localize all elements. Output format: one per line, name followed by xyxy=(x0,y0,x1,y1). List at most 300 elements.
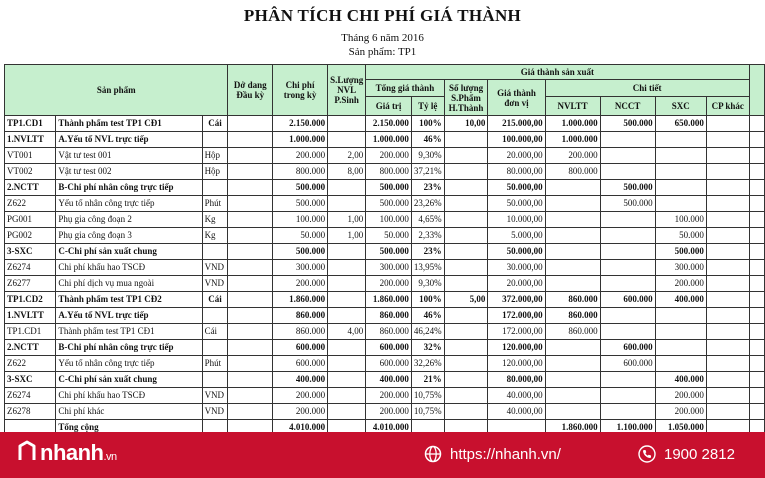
table-row xyxy=(5,404,765,420)
cell-gia-tri: 600.000 xyxy=(366,356,412,372)
brand-suffix: .vn xyxy=(103,451,117,463)
cell-cut-off xyxy=(749,340,764,356)
cell-code: PG002 xyxy=(5,228,56,244)
cell-ty-le: 32% xyxy=(411,340,444,356)
header-gia-thanh-sx: Giá thành sản xuất xyxy=(366,65,749,80)
cell-gia-tri: 2.150.000 xyxy=(366,116,412,132)
cell-unit xyxy=(202,244,228,260)
cell-nvltt: 1.000.000 xyxy=(545,116,600,132)
cell-code: 2.NCTT xyxy=(5,340,56,356)
cell-so-luong xyxy=(444,148,488,164)
report-title: PHÂN TÍCH CHI PHÍ GIÁ THÀNH xyxy=(243,6,522,25)
cell-code: Z6274 xyxy=(5,388,56,404)
cell-do-dang xyxy=(228,228,273,244)
cell-do-dang xyxy=(228,404,273,420)
cell-do-dang xyxy=(228,308,273,324)
cell-chi-phi: 50.000 xyxy=(273,228,328,244)
cell-do-dang xyxy=(228,244,273,260)
cell-don-vi: 20.000,00 xyxy=(488,148,545,164)
cell-ty-le: 10,75% xyxy=(411,404,444,420)
cell-cp-khac xyxy=(706,404,749,420)
cell-code: 3-SXC xyxy=(5,244,56,260)
cell-ncct: 500.000 xyxy=(600,116,655,132)
table-row xyxy=(5,164,765,180)
cell-sxc xyxy=(655,148,706,164)
table-row xyxy=(5,324,765,340)
cell-gia-tri: 200.000 xyxy=(366,148,412,164)
cell-don-vi: 372.000,00 xyxy=(488,292,545,308)
cell-nvltt xyxy=(545,244,600,260)
cell-sxc xyxy=(655,164,706,180)
cell-gia-tri: 500.000 xyxy=(366,180,412,196)
header-nvltt: NVLTT xyxy=(545,97,600,116)
cell-chi-phi: 100.000 xyxy=(273,212,328,228)
cell-nvltt: 800.000 xyxy=(545,164,600,180)
header-gia-tri: Giá trị xyxy=(366,97,412,116)
cell-so-luong xyxy=(444,196,488,212)
cell-cp-khac xyxy=(706,276,749,292)
cell-unit xyxy=(202,180,228,196)
cell-nvltt xyxy=(545,356,600,372)
cell-name: A.Yếu tố NVL trực tiếp xyxy=(56,132,202,148)
cell-chi-phi: 860.000 xyxy=(273,324,328,340)
cell-sl-nvl: 2,00 xyxy=(328,148,366,164)
cell-unit: VND xyxy=(202,388,228,404)
cell-sl-nvl xyxy=(328,196,366,212)
cell-chi-phi: 600.000 xyxy=(273,356,328,372)
cell-sxc: 650.000 xyxy=(655,116,706,132)
cell-ty-le: 100% xyxy=(411,116,444,132)
cell-cut-off xyxy=(749,164,764,180)
cell-cp-khac xyxy=(706,132,749,148)
cell-cp-khac xyxy=(706,180,749,196)
header-chi-phi: Chi phí trong kỳ xyxy=(273,65,328,116)
cell-name: C-Chi phí sản xuất chung xyxy=(56,372,202,388)
brand-logo[interactable] xyxy=(18,440,117,468)
cell-ncct xyxy=(600,276,655,292)
cell-nvltt: 200.000 xyxy=(545,148,600,164)
cell-don-vi: 215.000,00 xyxy=(488,116,545,132)
cell-do-dang xyxy=(228,148,273,164)
cell-chi-phi: 500.000 xyxy=(273,196,328,212)
cost-analysis-table xyxy=(4,64,765,436)
cell-do-dang xyxy=(228,164,273,180)
cell-don-vi: 40.000,00 xyxy=(488,404,545,420)
cell-name: Thành phẩm test TP1 CĐ1 xyxy=(56,324,202,340)
cell-chi-phi: 200.000 xyxy=(273,148,328,164)
cell-do-dang xyxy=(228,356,273,372)
cell-don-vi: 80.000,00 xyxy=(488,372,545,388)
cell-name: Thành phẩm test TP1 CĐ1 xyxy=(56,116,202,132)
website-link[interactable] xyxy=(424,445,561,463)
cell-ncct xyxy=(600,388,655,404)
cell-so-luong xyxy=(444,324,488,340)
cell-cut-off xyxy=(749,404,764,420)
cell-ncct xyxy=(600,212,655,228)
cell-don-vi: 20.000,00 xyxy=(488,276,545,292)
phone-link[interactable] xyxy=(638,445,735,463)
cell-code: 1.NVLTT xyxy=(5,132,56,148)
cell-code: TP1.CD2 xyxy=(5,292,56,308)
cell-ty-le: 13,95% xyxy=(411,260,444,276)
cell-sl-nvl xyxy=(328,340,366,356)
table-row xyxy=(5,180,765,196)
cell-cut-off xyxy=(749,388,764,404)
cell-chi-phi: 2.150.000 xyxy=(273,116,328,132)
header-cut-off xyxy=(749,65,764,116)
cell-sxc xyxy=(655,324,706,340)
cell-do-dang xyxy=(228,388,273,404)
globe-icon xyxy=(424,445,442,463)
cell-sl-nvl xyxy=(328,308,366,324)
cell-cp-khac xyxy=(706,244,749,260)
cell-name: A.Yếu tố NVL trực tiếp xyxy=(56,308,202,324)
cell-gia-tri: 1.000.000 xyxy=(366,132,412,148)
cell-cp-khac xyxy=(706,196,749,212)
cell-nvltt xyxy=(545,276,600,292)
cell-cp-khac xyxy=(706,116,749,132)
cell-sxc: 200.000 xyxy=(655,388,706,404)
phone-number: 1900 2812 xyxy=(664,445,735,463)
report-product: Sản phẩm: TP1 xyxy=(348,46,417,58)
cell-nvltt xyxy=(545,372,600,388)
cell-nvltt xyxy=(545,388,600,404)
cell-code: 1.NVLTT xyxy=(5,308,56,324)
cell-unit: VND xyxy=(202,260,228,276)
cell-so-luong xyxy=(444,404,488,420)
cell-name: Yếu tố nhân công trực tiếp xyxy=(56,196,202,212)
header-ncct: NCCT xyxy=(600,97,655,116)
cell-sxc: 400.000 xyxy=(655,292,706,308)
cell-cut-off xyxy=(749,276,764,292)
cell-sl-nvl: 8,00 xyxy=(328,164,366,180)
cell-so-luong xyxy=(444,340,488,356)
cell-ncct: 600.000 xyxy=(600,292,655,308)
cell-gia-tri: 200.000 xyxy=(366,404,412,420)
cell-ncct xyxy=(600,132,655,148)
cell-cut-off xyxy=(749,372,764,388)
header-chi-tiet: Chi tiết xyxy=(545,80,749,97)
cell-sl-nvl xyxy=(328,116,366,132)
table-row xyxy=(5,372,765,388)
cell-name: Phụ gia công đoạn 3 xyxy=(56,228,202,244)
cell-sl-nvl xyxy=(328,180,366,196)
cell-so-luong xyxy=(444,180,488,196)
table-row xyxy=(5,292,765,308)
cell-name: Vật tư test 002 xyxy=(56,164,202,180)
cell-nvltt: 860.000 xyxy=(545,324,600,340)
cell-do-dang xyxy=(228,292,273,308)
cell-sxc: 200.000 xyxy=(655,276,706,292)
cell-don-vi: 5.000,00 xyxy=(488,228,545,244)
cell-chi-phi: 1.860.000 xyxy=(273,292,328,308)
cell-sxc: 400.000 xyxy=(655,372,706,388)
cell-chi-phi: 1.000.000 xyxy=(273,132,328,148)
table-row xyxy=(5,276,765,292)
cell-chi-phi: 200.000 xyxy=(273,404,328,420)
cell-name: B-Chi phí nhân công trực tiếp xyxy=(56,180,202,196)
cell-sxc xyxy=(655,356,706,372)
cell-gia-tri: 1.860.000 xyxy=(366,292,412,308)
cell-name: B-Chi phí nhân công trực tiếp xyxy=(56,340,202,356)
cell-chi-phi: 800.000 xyxy=(273,164,328,180)
cell-ty-le: 21% xyxy=(411,372,444,388)
cell-sl-nvl xyxy=(328,356,366,372)
cell-sl-nvl xyxy=(328,388,366,404)
cell-gia-tri: 200.000 xyxy=(366,388,412,404)
cell-sxc: 100.000 xyxy=(655,212,706,228)
cell-unit: Kg xyxy=(202,212,228,228)
cell-nvltt xyxy=(545,196,600,212)
cell-gia-tri: 100.000 xyxy=(366,212,412,228)
cell-sxc xyxy=(655,340,706,356)
cell-cp-khac xyxy=(706,164,749,180)
cell-sl-nvl xyxy=(328,404,366,420)
header-sxc: SXC xyxy=(655,97,706,116)
table-row xyxy=(5,388,765,404)
cell-sl-nvl xyxy=(328,132,366,148)
cell-code: VT002 xyxy=(5,164,56,180)
cell-nvltt: 1.860.000 xyxy=(545,420,600,436)
cell-cut-off xyxy=(749,228,764,244)
cell-ty-le: 46% xyxy=(411,308,444,324)
cell-ncct xyxy=(600,260,655,276)
cell-code: 3-SXC xyxy=(5,372,56,388)
cell-cut-off xyxy=(749,180,764,196)
cell-sl-nvl xyxy=(328,260,366,276)
cell-do-dang xyxy=(228,324,273,340)
header-tong-gia-thanh: Tổng giá thành xyxy=(366,80,444,97)
cell-cut-off xyxy=(749,308,764,324)
cell-unit xyxy=(202,372,228,388)
cell-cp-khac xyxy=(706,212,749,228)
cell-do-dang xyxy=(228,132,273,148)
cell-ncct xyxy=(600,324,655,340)
cell-ncct: 1.100.000 xyxy=(600,420,655,436)
footer-banner xyxy=(0,432,765,478)
cell-don-vi: 30.000,00 xyxy=(488,260,545,276)
cell-sxc xyxy=(655,196,706,212)
cell-cut-off xyxy=(749,292,764,308)
cell-cut-off xyxy=(749,260,764,276)
cell-chi-phi: 500.000 xyxy=(273,180,328,196)
cell-unit: Cái xyxy=(202,324,228,340)
cell-unit: VND xyxy=(202,276,228,292)
cell-so-luong xyxy=(444,212,488,228)
cell-nvltt xyxy=(545,404,600,420)
cell-so-luong xyxy=(444,388,488,404)
cell-code: Z6277 xyxy=(5,276,56,292)
cell-so-luong xyxy=(444,260,488,276)
cell-cut-off xyxy=(749,196,764,212)
cell-chi-phi: 400.000 xyxy=(273,372,328,388)
cell-so-luong: 10,00 xyxy=(444,116,488,132)
cell-code: 2.NCTT xyxy=(5,180,56,196)
website-url: https://nhanh.vn/ xyxy=(450,445,561,463)
cell-ncct xyxy=(600,148,655,164)
cell-sxc xyxy=(655,308,706,324)
cell-sl-nvl: 1,00 xyxy=(328,228,366,244)
cell-name: Chi phí khác xyxy=(56,404,202,420)
cell-name: Thành phẩm test TP1 CĐ2 xyxy=(56,292,202,308)
cell-ncct: 600.000 xyxy=(600,356,655,372)
cell-ty-le: 23% xyxy=(411,244,444,260)
cell-ty-le: 100% xyxy=(411,292,444,308)
cell-cp-khac xyxy=(706,308,749,324)
cell-gia-tri: 4.010.000 xyxy=(366,420,412,436)
cell-name: Yếu tố nhân công trực tiếp xyxy=(56,356,202,372)
cell-name: Chi phí dịch vụ mua ngoài xyxy=(56,276,202,292)
cell-nvltt: 1.000.000 xyxy=(545,132,600,148)
cell-name: Vật tư test 001 xyxy=(56,148,202,164)
brand-n-icon xyxy=(18,440,36,468)
cell-sl-nvl: 4,00 xyxy=(328,324,366,340)
cell-chi-phi: 200.000 xyxy=(273,388,328,404)
cell-ncct: 600.000 xyxy=(600,340,655,356)
cell-ncct xyxy=(600,164,655,180)
cell-ncct: 500.000 xyxy=(600,180,655,196)
table-row xyxy=(5,308,765,324)
cell-do-dang xyxy=(228,212,273,228)
cell-cut-off xyxy=(749,116,764,132)
cell-code: Z6274 xyxy=(5,260,56,276)
cell-nvltt xyxy=(545,340,600,356)
cell-unit: Phút xyxy=(202,356,228,372)
cell-ty-le: 9,30% xyxy=(411,276,444,292)
cell-gia-tri: 860.000 xyxy=(366,308,412,324)
cell-sxc xyxy=(655,180,706,196)
cell-ty-le: 32,26% xyxy=(411,356,444,372)
cell-ncct xyxy=(600,372,655,388)
cell-so-luong xyxy=(444,244,488,260)
cell-do-dang xyxy=(228,196,273,212)
cell-code: TP1.CD1 xyxy=(5,116,56,132)
cell-don-vi: 172.000,00 xyxy=(488,308,545,324)
cell-code: TP1.CD1 xyxy=(5,324,56,340)
cell-gia-tri: 50.000 xyxy=(366,228,412,244)
table-row xyxy=(5,132,765,148)
cell-code: Z622 xyxy=(5,196,56,212)
cell-code: VT001 xyxy=(5,148,56,164)
cell-name: Chi phí khấu hao TSCĐ xyxy=(56,260,202,276)
brand-name: nhanh xyxy=(40,440,104,465)
cell-ty-le: 10,75% xyxy=(411,388,444,404)
cell-so-luong xyxy=(444,228,488,244)
cell-gia-tri: 800.000 xyxy=(366,164,412,180)
cell-nvltt xyxy=(545,260,600,276)
cell-don-vi: 120.000,00 xyxy=(488,356,545,372)
cell-so-luong xyxy=(444,164,488,180)
cell-cp-khac xyxy=(706,292,749,308)
table-row xyxy=(5,356,765,372)
cell-gia-tri: 200.000 xyxy=(366,276,412,292)
cell-cut-off xyxy=(749,324,764,340)
cell-don-vi: 10.000,00 xyxy=(488,212,545,228)
cell-code: Z622 xyxy=(5,356,56,372)
cell-cp-khac xyxy=(706,260,749,276)
cell-gia-tri: 860.000 xyxy=(366,324,412,340)
cell-chi-phi: 300.000 xyxy=(273,260,328,276)
cell-gia-tri: 500.000 xyxy=(366,244,412,260)
cell-ty-le: 23,26% xyxy=(411,196,444,212)
cell-unit: Hộp xyxy=(202,164,228,180)
cell-do-dang xyxy=(228,116,273,132)
cell-so-luong: 5,00 xyxy=(444,292,488,308)
cell-ty-le: 9,30% xyxy=(411,148,444,164)
cell-do-dang xyxy=(228,372,273,388)
cell-chi-phi: 200.000 xyxy=(273,276,328,292)
cell-unit xyxy=(202,340,228,356)
cell-so-luong xyxy=(444,308,488,324)
header-san-pham: Sản phẩm xyxy=(5,65,228,116)
cell-unit: Hộp xyxy=(202,148,228,164)
header-gia-thanh-don-vi: Giá thành đơn vị xyxy=(488,80,545,116)
table-row xyxy=(5,116,765,132)
cell-don-vi: 50.000,00 xyxy=(488,196,545,212)
cell-ty-le: 46% xyxy=(411,132,444,148)
cell-cp-khac xyxy=(706,148,749,164)
cell-so-luong xyxy=(444,372,488,388)
cell-chi-phi: 500.000 xyxy=(273,244,328,260)
cell-code: Z6278 xyxy=(5,404,56,420)
cell-sxc: 300.000 xyxy=(655,260,706,276)
cell-chi-phi: 600.000 xyxy=(273,340,328,356)
table-row xyxy=(5,148,765,164)
cell-don-vi: 40.000,00 xyxy=(488,388,545,404)
cell-don-vi: 80.000,00 xyxy=(488,164,545,180)
cell-cp-khac xyxy=(706,228,749,244)
cell-nvltt xyxy=(545,228,600,244)
header-do-dang: Dở dang Đầu kỳ xyxy=(228,65,273,116)
table-row xyxy=(5,228,765,244)
cell-ty-le: 46,24% xyxy=(411,324,444,340)
cell-ncct xyxy=(600,404,655,420)
cell-cp-khac xyxy=(706,340,749,356)
cell-sxc: 200.000 xyxy=(655,404,706,420)
cell-sl-nvl xyxy=(328,276,366,292)
cell-code: PG001 xyxy=(5,212,56,228)
table-row xyxy=(5,244,765,260)
header-ty-le: Tỷ lệ xyxy=(411,97,444,116)
cell-gia-tri: 300.000 xyxy=(366,260,412,276)
cell-nvltt: 860.000 xyxy=(545,308,600,324)
cell-cp-khac xyxy=(706,324,749,340)
cell-ty-le: 2,33% xyxy=(411,228,444,244)
cell-sxc: 1.050.000 xyxy=(655,420,706,436)
table-row xyxy=(5,340,765,356)
cell-name: C-Chi phí sản xuất chung xyxy=(56,244,202,260)
cell-unit: Kg xyxy=(202,228,228,244)
cell-don-vi: 100.000,00 xyxy=(488,132,545,148)
cell-name: Tổng cộng xyxy=(56,420,202,436)
cell-do-dang xyxy=(228,276,273,292)
cell-chi-phi: 860.000 xyxy=(273,308,328,324)
cell-ty-le: 4,65% xyxy=(411,212,444,228)
cell-so-luong xyxy=(444,356,488,372)
cell-do-dang xyxy=(228,340,273,356)
cell-sxc xyxy=(655,132,706,148)
cell-do-dang xyxy=(228,260,273,276)
cell-sxc: 50.000 xyxy=(655,228,706,244)
cell-gia-tri: 600.000 xyxy=(366,340,412,356)
cell-cut-off xyxy=(749,356,764,372)
cell-ty-le: 37,21% xyxy=(411,164,444,180)
cell-cp-khac xyxy=(706,356,749,372)
cell-cut-off xyxy=(749,244,764,260)
cell-ncct xyxy=(600,308,655,324)
cell-sl-nvl xyxy=(328,372,366,388)
cell-ncct: 500.000 xyxy=(600,196,655,212)
